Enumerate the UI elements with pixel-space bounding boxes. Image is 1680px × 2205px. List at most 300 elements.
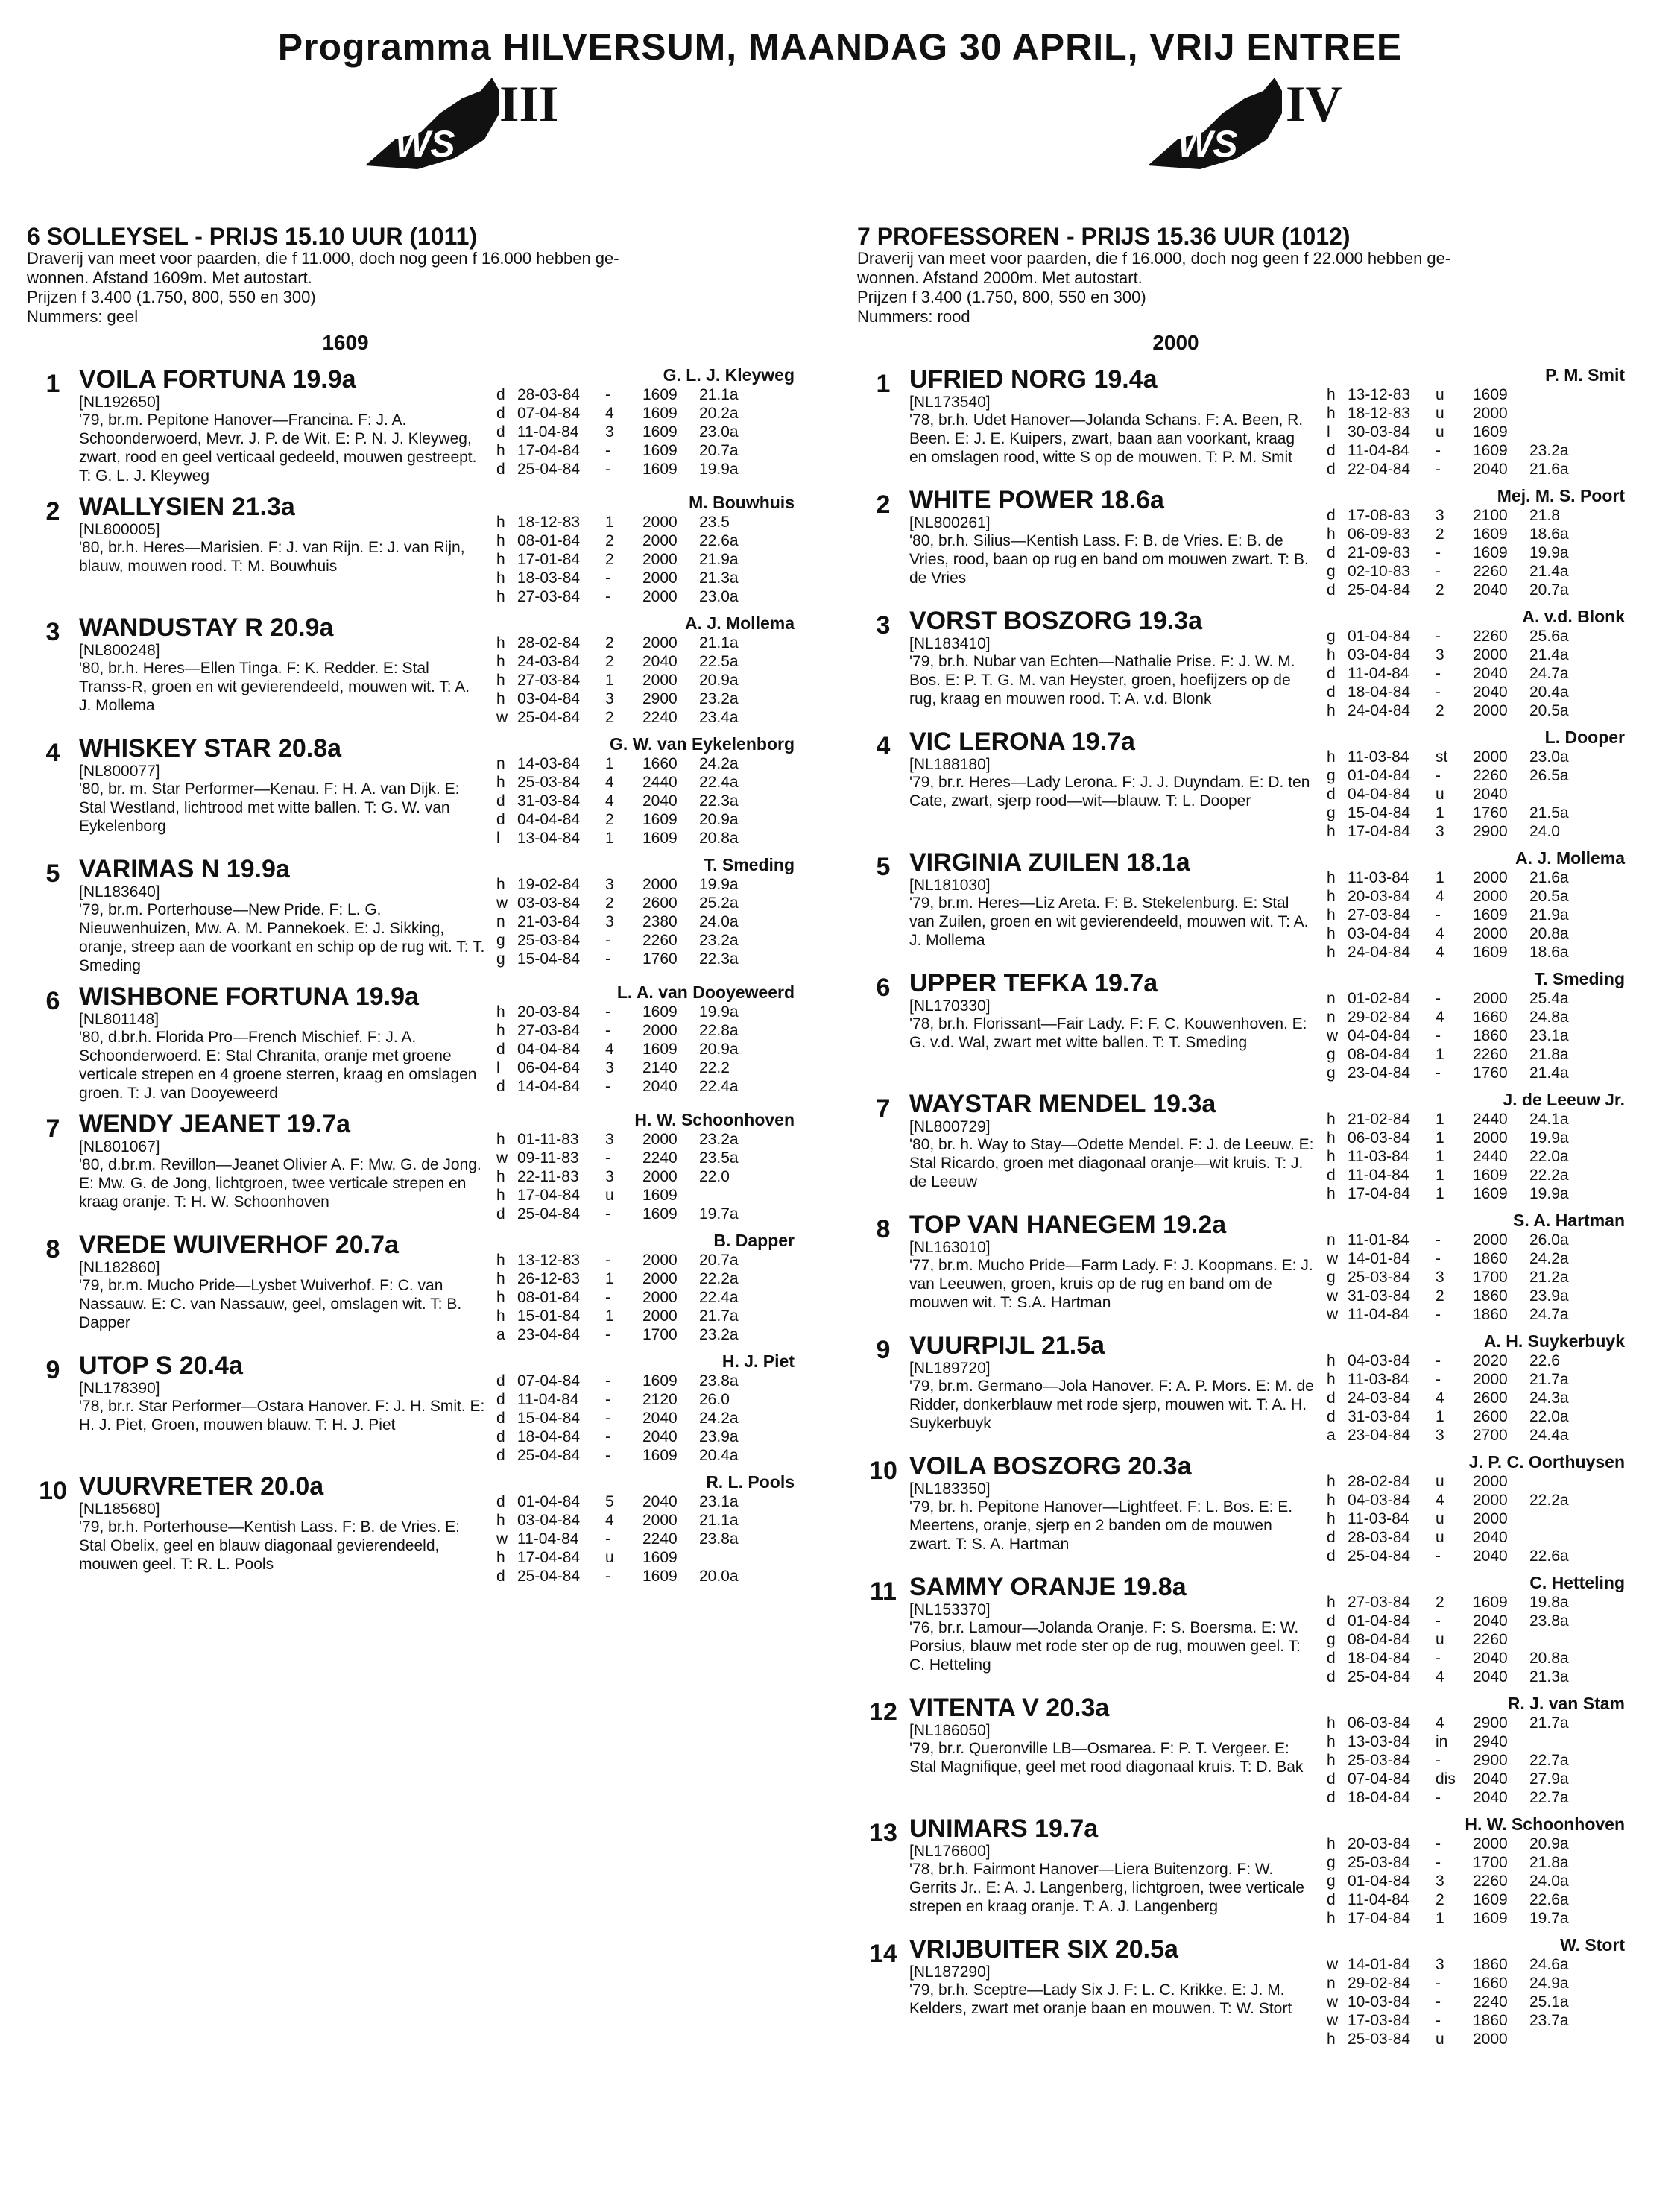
run-date: 25-03-84 [517, 774, 581, 791]
past-run-row [1327, 1732, 1625, 1751]
horse-registration: [NL181030] [909, 877, 991, 894]
horse-registration: [NL192650] [79, 394, 160, 411]
run-date: 01-11-83 [517, 1131, 579, 1148]
run-time [1529, 423, 1597, 441]
run-time: 23.2a [699, 932, 739, 949]
horse-name: VUURPIJL 21.5a [909, 1331, 1105, 1360]
track-code: h [1327, 1715, 1336, 1732]
run-date: 25-04-84 [517, 1205, 581, 1223]
run-placing: - [1436, 628, 1441, 645]
run-placing: - [605, 1003, 610, 1021]
track-code: w [496, 709, 508, 726]
run-time: 22.6a [1529, 1891, 1569, 1908]
run-date: 08-01-84 [517, 1289, 581, 1306]
past-run-row [1327, 1872, 1625, 1890]
horse-description: '76, br.r. Lamour—Jolanda Oranje. F: S. Boersma. E: W. Porsius, blauw met rode ster op de rug, mouwen geel. T: C. Hetteling [909, 1619, 1301, 1674]
track-code: d [496, 423, 505, 441]
track-code: h [1327, 1473, 1336, 1490]
run-placing: 3 [1436, 823, 1444, 840]
run-placing: u [1436, 2031, 1444, 2048]
horse-entry [857, 1935, 1658, 2048]
run-time: 23.5a [699, 1149, 739, 1167]
past-run-row [1327, 887, 1625, 906]
run-time: 22.6 [1529, 1352, 1560, 1369]
horse-registration: [NL153370] [909, 1601, 991, 1618]
horse-number: 14 [869, 1940, 897, 1968]
run-placing: - [605, 1326, 610, 1343]
past-run-row [1327, 1788, 1625, 1807]
past-run-row [496, 550, 795, 569]
run-time: 21.2a [1529, 1269, 1569, 1286]
past-run-row [496, 1530, 795, 1548]
race-distance: 2000 [1152, 331, 1199, 354]
track-code: n [1327, 990, 1336, 1007]
track-code: d [496, 1493, 505, 1510]
run-time: 23.1a [699, 1493, 739, 1510]
past-run-row [1327, 1630, 1625, 1649]
run-distance: 2040 [1473, 1650, 1508, 1667]
run-date: 18-03-84 [517, 570, 581, 587]
horse-number: 6 [876, 974, 891, 1002]
past-run-row [496, 792, 795, 810]
past-run-row [496, 460, 795, 479]
horse-registration: [NL801148] [79, 1011, 160, 1028]
past-run-row [1327, 943, 1625, 962]
run-time [1529, 1510, 1597, 1528]
run-date: 10-03-84 [1348, 1993, 1411, 2010]
page-title: Programma HILVERSUM, MAANDAG 30 APRIL, VRIJ ENTREE [277, 26, 1403, 68]
run-distance: 1609 [1473, 423, 1508, 441]
horse-name: SAMMY ORANJE 19.8a [909, 1573, 1187, 1601]
track-code: h [496, 570, 505, 587]
race-conditions-line: Draverij van meet voor paarden, die f 16.000, doch nog geen f 22.000 hebben ge- [857, 249, 1451, 268]
past-run-row [1327, 785, 1625, 804]
track-code: h [1327, 405, 1336, 422]
run-time: 20.9a [699, 811, 739, 828]
run-date: 04-04-84 [1348, 786, 1411, 803]
run-placing: - [1436, 1835, 1441, 1852]
horse-number: 13 [869, 1819, 897, 1847]
run-distance: 1760 [1473, 804, 1508, 821]
run-time: 19.9a [1529, 1129, 1569, 1146]
horse-number: 12 [869, 1698, 897, 1726]
track-code: n [496, 913, 505, 930]
horse-form [1327, 1573, 1625, 1686]
horse-form [496, 365, 795, 485]
run-time: 23.0a [1529, 748, 1569, 766]
past-run-row [1327, 1649, 1625, 1668]
horse-registration: [NL800261] [909, 514, 991, 531]
run-placing: - [1436, 1752, 1441, 1769]
horse-registration: [NL186050] [909, 1722, 991, 1739]
past-run-row [1327, 646, 1625, 664]
track-code: d [1327, 1529, 1336, 1546]
track-code: d [1327, 1789, 1336, 1806]
past-run-row [1327, 1835, 1625, 1853]
horse-registration: [NL183350] [909, 1480, 991, 1498]
run-distance: 1609 [1473, 906, 1508, 924]
run-time: 21.6a [1529, 869, 1569, 886]
track-code: h [496, 653, 505, 670]
past-run-row [496, 1149, 795, 1167]
run-time: 23.8a [699, 1372, 739, 1389]
horse-description: '78, br.h. Florissant—Fair Lady. F: F. C. Kouwenhoven. E: G. v.d. Wal, zwart met witte ballen. T: T. Smeding [909, 1015, 1307, 1051]
run-date: 27-03-84 [517, 1022, 581, 1039]
horse-registration: [NL801067] [79, 1138, 160, 1155]
past-run-row [496, 671, 795, 690]
horse-name: WISHBONE FORTUNA 19.9a [79, 982, 419, 1011]
run-date: 15-01-84 [517, 1307, 581, 1325]
track-code: g [1327, 1046, 1336, 1063]
run-date: 04-03-84 [1348, 1492, 1411, 1509]
horse-entry [857, 1814, 1658, 1928]
run-distance: 2260 [1473, 1873, 1508, 1890]
trainer-name: H. W. Schoonhoven [634, 1110, 795, 1129]
past-run-row [1327, 1305, 1625, 1324]
run-date: 27-03-84 [517, 588, 581, 605]
run-placing: 4 [1436, 1009, 1444, 1026]
run-distance: 2000 [642, 876, 678, 893]
run-distance: 1609 [642, 1003, 678, 1021]
run-distance: 2000 [642, 1252, 678, 1269]
run-distance: 2000 [1473, 1492, 1508, 1509]
horse-name: WHISKEY STAR 20.8a [79, 734, 342, 763]
run-placing: u [605, 1187, 614, 1204]
run-distance: 2000 [642, 1270, 678, 1287]
horse-form [496, 855, 795, 975]
run-distance: 2000 [642, 551, 678, 568]
run-time: 22.4a [699, 774, 739, 791]
horse-description: '79, br.h. Sceptre—Lady Six J. F: L. C. Krikke. E: J. M. Kelders, zwart met oranje baan en mouwen. T: W. Stort [909, 1981, 1292, 2017]
run-date: 24-03-84 [1348, 1389, 1411, 1407]
track-code: d [1327, 684, 1336, 701]
run-date: 25-04-84 [1348, 1548, 1411, 1565]
horse-registration: [NL800077] [79, 763, 160, 780]
horse-registration: [NL187290] [909, 1963, 991, 1981]
run-date: 24-04-84 [1348, 702, 1411, 719]
run-time: 20.0a [699, 1568, 739, 1585]
run-distance: 1760 [642, 950, 678, 968]
horse-details [79, 982, 485, 1102]
run-date: 25-04-84 [1348, 581, 1411, 599]
horse-description: '80, br. h. Way to Stay—Odette Mendel. F: J. de Leeuw. E: Stal Ricardo, groen met diagonaal oranje—wit kruis. T: J. de Leeuw [909, 1136, 1314, 1190]
run-placing: u [1436, 423, 1444, 441]
track-code: h [496, 1270, 505, 1287]
run-time: 21.9a [699, 551, 739, 568]
track-code: h [1327, 1492, 1336, 1509]
horse-name: VITENTA V 20.3a [909, 1694, 1110, 1722]
run-distance: 2000 [1473, 925, 1508, 942]
run-time [1529, 1630, 1597, 1649]
run-placing: - [1436, 1854, 1441, 1871]
run-time: 23.2a [699, 1326, 739, 1343]
track-code: h [1327, 925, 1336, 942]
past-run-row [496, 1511, 795, 1530]
track-code: h [496, 1168, 505, 1185]
past-runs [496, 385, 795, 479]
run-placing: 2 [605, 709, 614, 726]
run-time: 21.1a [699, 634, 739, 652]
horse-entry [857, 1573, 1658, 1686]
run-date: 29-02-84 [1348, 1975, 1411, 1992]
track-code: h [1327, 888, 1336, 905]
track-code: h [496, 1549, 505, 1566]
track-code: h [1327, 1371, 1336, 1388]
run-time: 22.0a [1529, 1148, 1569, 1165]
horse-number: 4 [45, 739, 60, 767]
run-placing: u [1436, 1510, 1444, 1527]
run-distance: 2900 [1473, 823, 1508, 840]
run-date: 03-04-84 [1348, 925, 1411, 942]
past-run-row [496, 587, 795, 606]
run-distance: 2260 [1473, 1631, 1508, 1648]
track-code: h [496, 1187, 505, 1204]
run-time: 20.8a [1529, 1650, 1569, 1667]
run-distance: 2000 [642, 1289, 678, 1306]
track-code: h [1327, 526, 1336, 543]
track-code: h [496, 514, 505, 531]
run-date: 03-04-84 [517, 1512, 581, 1529]
trainer-name: A. v.d. Blonk [1522, 607, 1625, 626]
run-time: 22.2a [699, 1270, 739, 1287]
run-time: 20.4a [699, 1447, 739, 1464]
horse-form [496, 1351, 795, 1465]
run-distance: 2600 [1473, 1389, 1508, 1407]
past-runs [1327, 1110, 1625, 1203]
run-time: 24.0 [1529, 823, 1560, 840]
ws-logo-iii [350, 69, 574, 180]
trainer-name: A. H. Suykerbuyk [1483, 1331, 1625, 1351]
run-time: 26.0 [699, 1391, 730, 1408]
run-date: 11-04-84 [1348, 442, 1409, 459]
run-time: 22.4a [699, 1289, 739, 1306]
track-code: n [1327, 1975, 1336, 1992]
track-code: h [1327, 1733, 1336, 1750]
run-placing: - [1436, 1371, 1441, 1388]
run-time: 24.9a [1529, 1975, 1569, 1992]
run-time: 27.9a [1529, 1770, 1569, 1788]
run-placing: u [1436, 386, 1444, 403]
horse-registration: [NL178390] [79, 1380, 160, 1397]
run-date: 08-04-84 [1348, 1046, 1411, 1063]
run-date: 31-03-84 [517, 792, 581, 810]
run-placing: 2 [1436, 1594, 1444, 1611]
run-time: 23.9a [699, 1428, 739, 1445]
run-distance: 2940 [1473, 1733, 1508, 1750]
trainer-name: H. W. Schoonhoven [1465, 1814, 1625, 1834]
run-placing: - [605, 1289, 610, 1306]
horse-details [909, 1814, 1316, 1928]
run-distance: 2000 [1473, 1510, 1508, 1527]
horse-entry [857, 848, 1658, 962]
past-run-row [1327, 1351, 1625, 1370]
run-time: 22.6a [699, 532, 739, 549]
horse-details [909, 607, 1316, 720]
track-code: w [1327, 2012, 1339, 2029]
run-date: 18-12-83 [517, 514, 581, 531]
run-placing: 4 [605, 774, 614, 791]
past-run-row [1327, 1974, 1625, 1993]
horse-name: VIRGINIA ZUILEN 18.1a [909, 848, 1190, 877]
track-code: l [1327, 423, 1330, 441]
horse-form [1327, 365, 1625, 479]
run-date: 19-02-84 [517, 876, 581, 893]
past-runs [496, 634, 795, 727]
horse-description: '79, br.r. Heres—Lady Lerona. F: J. J. Duyndam. E: D. ten Cate, zwart, sjerp rood—wit—blauw. T: L. Dooper [909, 774, 1310, 810]
horse-name: TOP VAN HANEGEM 19.2a [909, 1211, 1227, 1239]
run-time: 24.2a [699, 1410, 739, 1427]
horse-details [79, 734, 485, 848]
run-date: 30-03-84 [1348, 423, 1411, 441]
trainer-name: G. L. J. Kleyweg [663, 365, 795, 385]
horse-entry [27, 734, 828, 848]
run-date: 11-04-84 [517, 423, 579, 441]
past-run-row [1327, 989, 1625, 1008]
past-run-row [1327, 525, 1625, 543]
run-date: 27-03-84 [517, 672, 581, 689]
run-time [1529, 1528, 1597, 1547]
track-code: h [496, 774, 505, 791]
past-run-row [1327, 581, 1625, 599]
horse-entry [27, 1351, 828, 1465]
track-code: h [1327, 1510, 1336, 1527]
track-code: w [1327, 1250, 1339, 1267]
past-run-row [496, 569, 795, 587]
track-code: h [496, 588, 505, 605]
horse-entry [857, 1331, 1658, 1445]
run-distance: 1609 [1473, 1185, 1508, 1202]
run-date: 22-11-83 [517, 1168, 579, 1185]
run-date: 15-04-84 [517, 950, 581, 968]
run-distance: 2100 [1473, 507, 1508, 524]
track-code: h [1327, 906, 1336, 924]
track-code: d [1327, 665, 1336, 682]
run-date: 06-04-84 [517, 1059, 581, 1076]
horse-details [79, 613, 485, 727]
horse-registration: [NL163010] [909, 1239, 991, 1256]
track-code: h [1327, 1910, 1336, 1927]
horse-form [1327, 1331, 1625, 1445]
run-date: 25-04-84 [1348, 1668, 1411, 1685]
past-run-row [1327, 1770, 1625, 1788]
run-distance: 1609 [642, 1041, 678, 1058]
past-run-row [496, 1428, 795, 1446]
run-placing: - [605, 1410, 610, 1427]
track-code: d [496, 1568, 505, 1585]
run-placing: 2 [1436, 702, 1444, 719]
run-time: 19.7a [699, 1205, 739, 1223]
run-time: 20.5a [1529, 888, 1569, 905]
past-run-row [1327, 1166, 1625, 1184]
track-code: d [1327, 1668, 1336, 1685]
run-placing: 3 [605, 876, 614, 893]
horse-form [496, 982, 795, 1102]
past-run-row [496, 1446, 795, 1465]
past-run-row [496, 1288, 795, 1307]
trainer-name: R. L. Pools [706, 1472, 795, 1492]
run-placing: - [1436, 1650, 1441, 1667]
run-distance: 1609 [642, 1568, 678, 1585]
track-code: d [1327, 544, 1336, 561]
run-placing: - [605, 1428, 610, 1445]
track-code: d [1327, 1612, 1336, 1630]
track-code: d [496, 1372, 505, 1389]
run-placing: - [605, 950, 610, 968]
past-run-row [1327, 2011, 1625, 2030]
run-date: 20-03-84 [517, 1003, 581, 1021]
run-placing: 1 [1436, 804, 1444, 821]
horse-form [1327, 607, 1625, 720]
run-placing: 2 [1436, 581, 1444, 599]
run-date: 25-03-84 [517, 932, 581, 949]
race-conditions-line: Prijzen f 3.400 (1.750, 800, 550 en 300) [857, 288, 1146, 306]
track-code: h [496, 672, 505, 689]
run-time: 18.6a [1529, 944, 1569, 961]
horse-details [909, 1331, 1316, 1445]
run-placing: - [1436, 990, 1441, 1007]
run-distance: 2440 [1473, 1148, 1508, 1165]
run-date: 23-04-84 [1348, 1427, 1411, 1444]
run-date: 28-03-84 [1348, 1529, 1411, 1546]
track-code: h [1327, 1111, 1336, 1128]
horse-name: VORST BOSZORG 19.3a [909, 607, 1202, 635]
run-distance: 2380 [642, 913, 678, 930]
run-placing: - [605, 588, 610, 605]
run-date: 29-02-84 [1348, 1009, 1411, 1026]
run-time: 20.8a [699, 830, 739, 847]
run-time: 20.9a [699, 1041, 739, 1058]
run-date: 21-09-83 [1348, 544, 1411, 561]
horse-registration: [NL173540] [909, 394, 991, 411]
track-code: d [496, 1205, 505, 1223]
past-run-row [1327, 1668, 1625, 1686]
past-run-row [1327, 1045, 1625, 1064]
run-placing: 4 [1436, 944, 1444, 961]
trainer-name: J. de Leeuw Jr. [1503, 1090, 1625, 1109]
past-run-row [496, 1186, 795, 1205]
trainer-name: C. Hetteling [1529, 1573, 1625, 1592]
run-date: 11-03-84 [1348, 1510, 1409, 1527]
race-conditions-line: Prijzen f 3.400 (1.750, 800, 550 en 300) [27, 288, 316, 306]
run-date: 18-04-84 [1348, 1650, 1411, 1667]
past-runs [1327, 1835, 1625, 1928]
run-date: 14-01-84 [1348, 1956, 1411, 1973]
run-time: 25.2a [699, 895, 739, 912]
run-placing: - [1436, 442, 1441, 459]
run-placing: 2 [605, 653, 614, 670]
run-time: 24.1a [1529, 1111, 1569, 1128]
run-placing: 3 [1436, 646, 1444, 663]
run-time [1529, 785, 1597, 804]
run-placing: - [1436, 1548, 1441, 1565]
past-runs [1327, 1231, 1625, 1324]
past-run-row [496, 1003, 795, 1021]
run-placing: - [1436, 684, 1441, 701]
run-time: 21.9a [1529, 906, 1569, 924]
past-run-row [1327, 1890, 1625, 1909]
track-code: d [1327, 1408, 1336, 1425]
run-time: 23.9a [1529, 1287, 1569, 1305]
run-distance: 2260 [1473, 1046, 1508, 1063]
past-run-row [496, 1409, 795, 1428]
track-code: d [496, 1428, 505, 1445]
past-run-row [496, 1390, 795, 1409]
run-distance: 2000 [1473, 869, 1508, 886]
track-code: d [496, 1078, 505, 1095]
past-run-row [1327, 404, 1625, 423]
run-distance: 2120 [642, 1391, 678, 1408]
run-placing: 1 [1436, 1167, 1444, 1184]
